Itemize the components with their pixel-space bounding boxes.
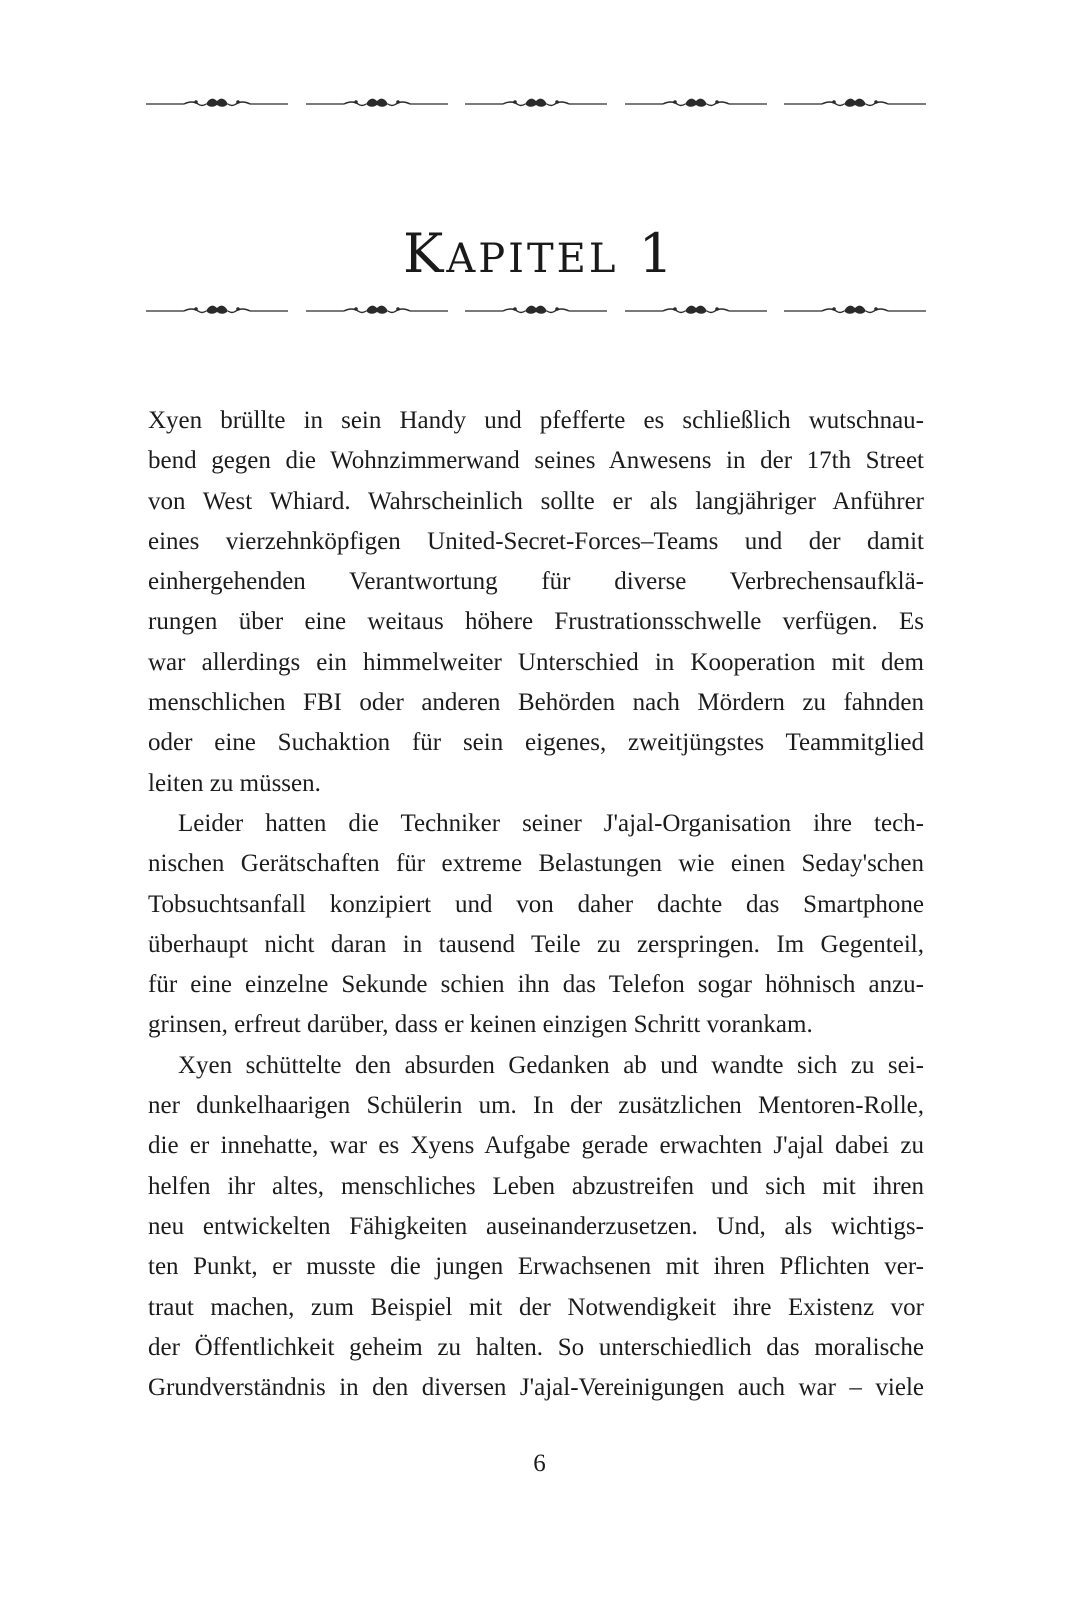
text-line: der Öffentlichkeit geheim zu halten. So unterschiedlich das moralische — [148, 1333, 924, 1361]
text-line: bend gegen die Wohnzimmerwand seines Anwesens in der 17th Street — [148, 447, 924, 475]
text-line: traut machen, zum Beispiel mit der Notwendigkeit ihre Existenz vor — [148, 1293, 924, 1321]
text-line: helfen ihr altes, menschliches Leben abzustreifen und sich mit ihren — [148, 1172, 924, 1200]
text-line: Grundverständnis in den diversen J'ajal-Vereinigungen auch war – viele — [148, 1374, 924, 1402]
chapter-title-rest: APITEL — [446, 236, 619, 283]
ornament-flourish-icon — [465, 92, 607, 116]
ornament-flourish-icon — [146, 299, 288, 323]
text-line: für eine einzelne Sekunde schien ihn das Telefon sogar höhnisch anzu- — [148, 971, 924, 999]
text-line: ten Punkt, er musste die jungen Erwachsenen mit ihren Pflichten ver- — [148, 1253, 924, 1281]
text-line: überhaupt nicht daran in tausend Teile zu zerspringen. Im Gegenteil, — [148, 930, 924, 958]
text-line: nischen Gerätschaften für extreme Belastungen wie einen Seday'schen — [148, 850, 924, 878]
text-line: oder eine Suchaktion für sein eigenes, zweitjüngstes Teammitglied — [148, 729, 924, 757]
body-text — [148, 401, 924, 1408]
text-line: ner dunkelhaarigen Schülerin um. In der zusätzlichen Mentoren-Rolle, — [148, 1092, 924, 1120]
text-line: grinsen, erfreut darüber, dass er keinen einzigen Schritt vorankam. — [148, 1011, 813, 1039]
chapter-title — [0, 222, 1079, 285]
ornament-flourish-icon — [306, 299, 448, 323]
text-line: rungen über eine weitaus höhere Frustrationsschwelle verfügen. Es — [148, 608, 924, 636]
text-line: die er innehatte, war es Xyens Aufgabe gerade erwachten J'ajal dabei zu — [148, 1132, 924, 1160]
ornament-flourish-icon — [465, 299, 607, 323]
ornament-row-top — [146, 92, 926, 116]
text-line: leiten zu müssen. — [148, 769, 321, 797]
text-line: Leider hatten die Techniker seiner J'ajal-Organisation ihre tech- — [178, 809, 924, 837]
ornament-row-bottom — [146, 299, 926, 323]
text-line: Tobsuchtsanfall konzipiert und von daher dachte das Smartphone — [148, 890, 924, 918]
chapter-title-initial: K — [403, 222, 447, 286]
ornament-flourish-icon — [784, 92, 926, 116]
text-line: Xyen brüllte in sein Handy und pfefferte es schließlich wutschnau- — [148, 407, 924, 434]
text-line: neu entwickelten Fähigkeiten auseinanderzusetzen. Und, als wichtigs- — [148, 1212, 924, 1240]
chapter-number: 1 — [638, 222, 676, 286]
ornament-flourish-icon — [146, 92, 288, 116]
text-line: eines vierzehnköpfigen United-Secret-Forces–Teams und der damit — [148, 527, 924, 555]
text-line: einhergehenden Verantwortung für diverse Verbrechensaufklä- — [148, 568, 924, 596]
ornament-flourish-icon — [306, 92, 448, 116]
ornament-flourish-icon — [625, 299, 767, 323]
ornament-flourish-icon — [784, 299, 926, 323]
text-line: Xyen schüttelte den absurden Gedanken ab und wandte sich zu sei- — [178, 1051, 924, 1079]
page-number: 6 — [533, 1450, 546, 1477]
text-line: war allerdings ein himmelweiter Unterschied in Kooperation mit dem — [148, 648, 924, 676]
text-line: menschlichen FBI oder anderen Behörden nach Mördern zu fahnden — [148, 689, 924, 717]
ornament-flourish-icon — [625, 92, 767, 116]
text-line: von West Whiard. Wahrscheinlich sollte er als langjähriger Anführer — [148, 487, 924, 515]
